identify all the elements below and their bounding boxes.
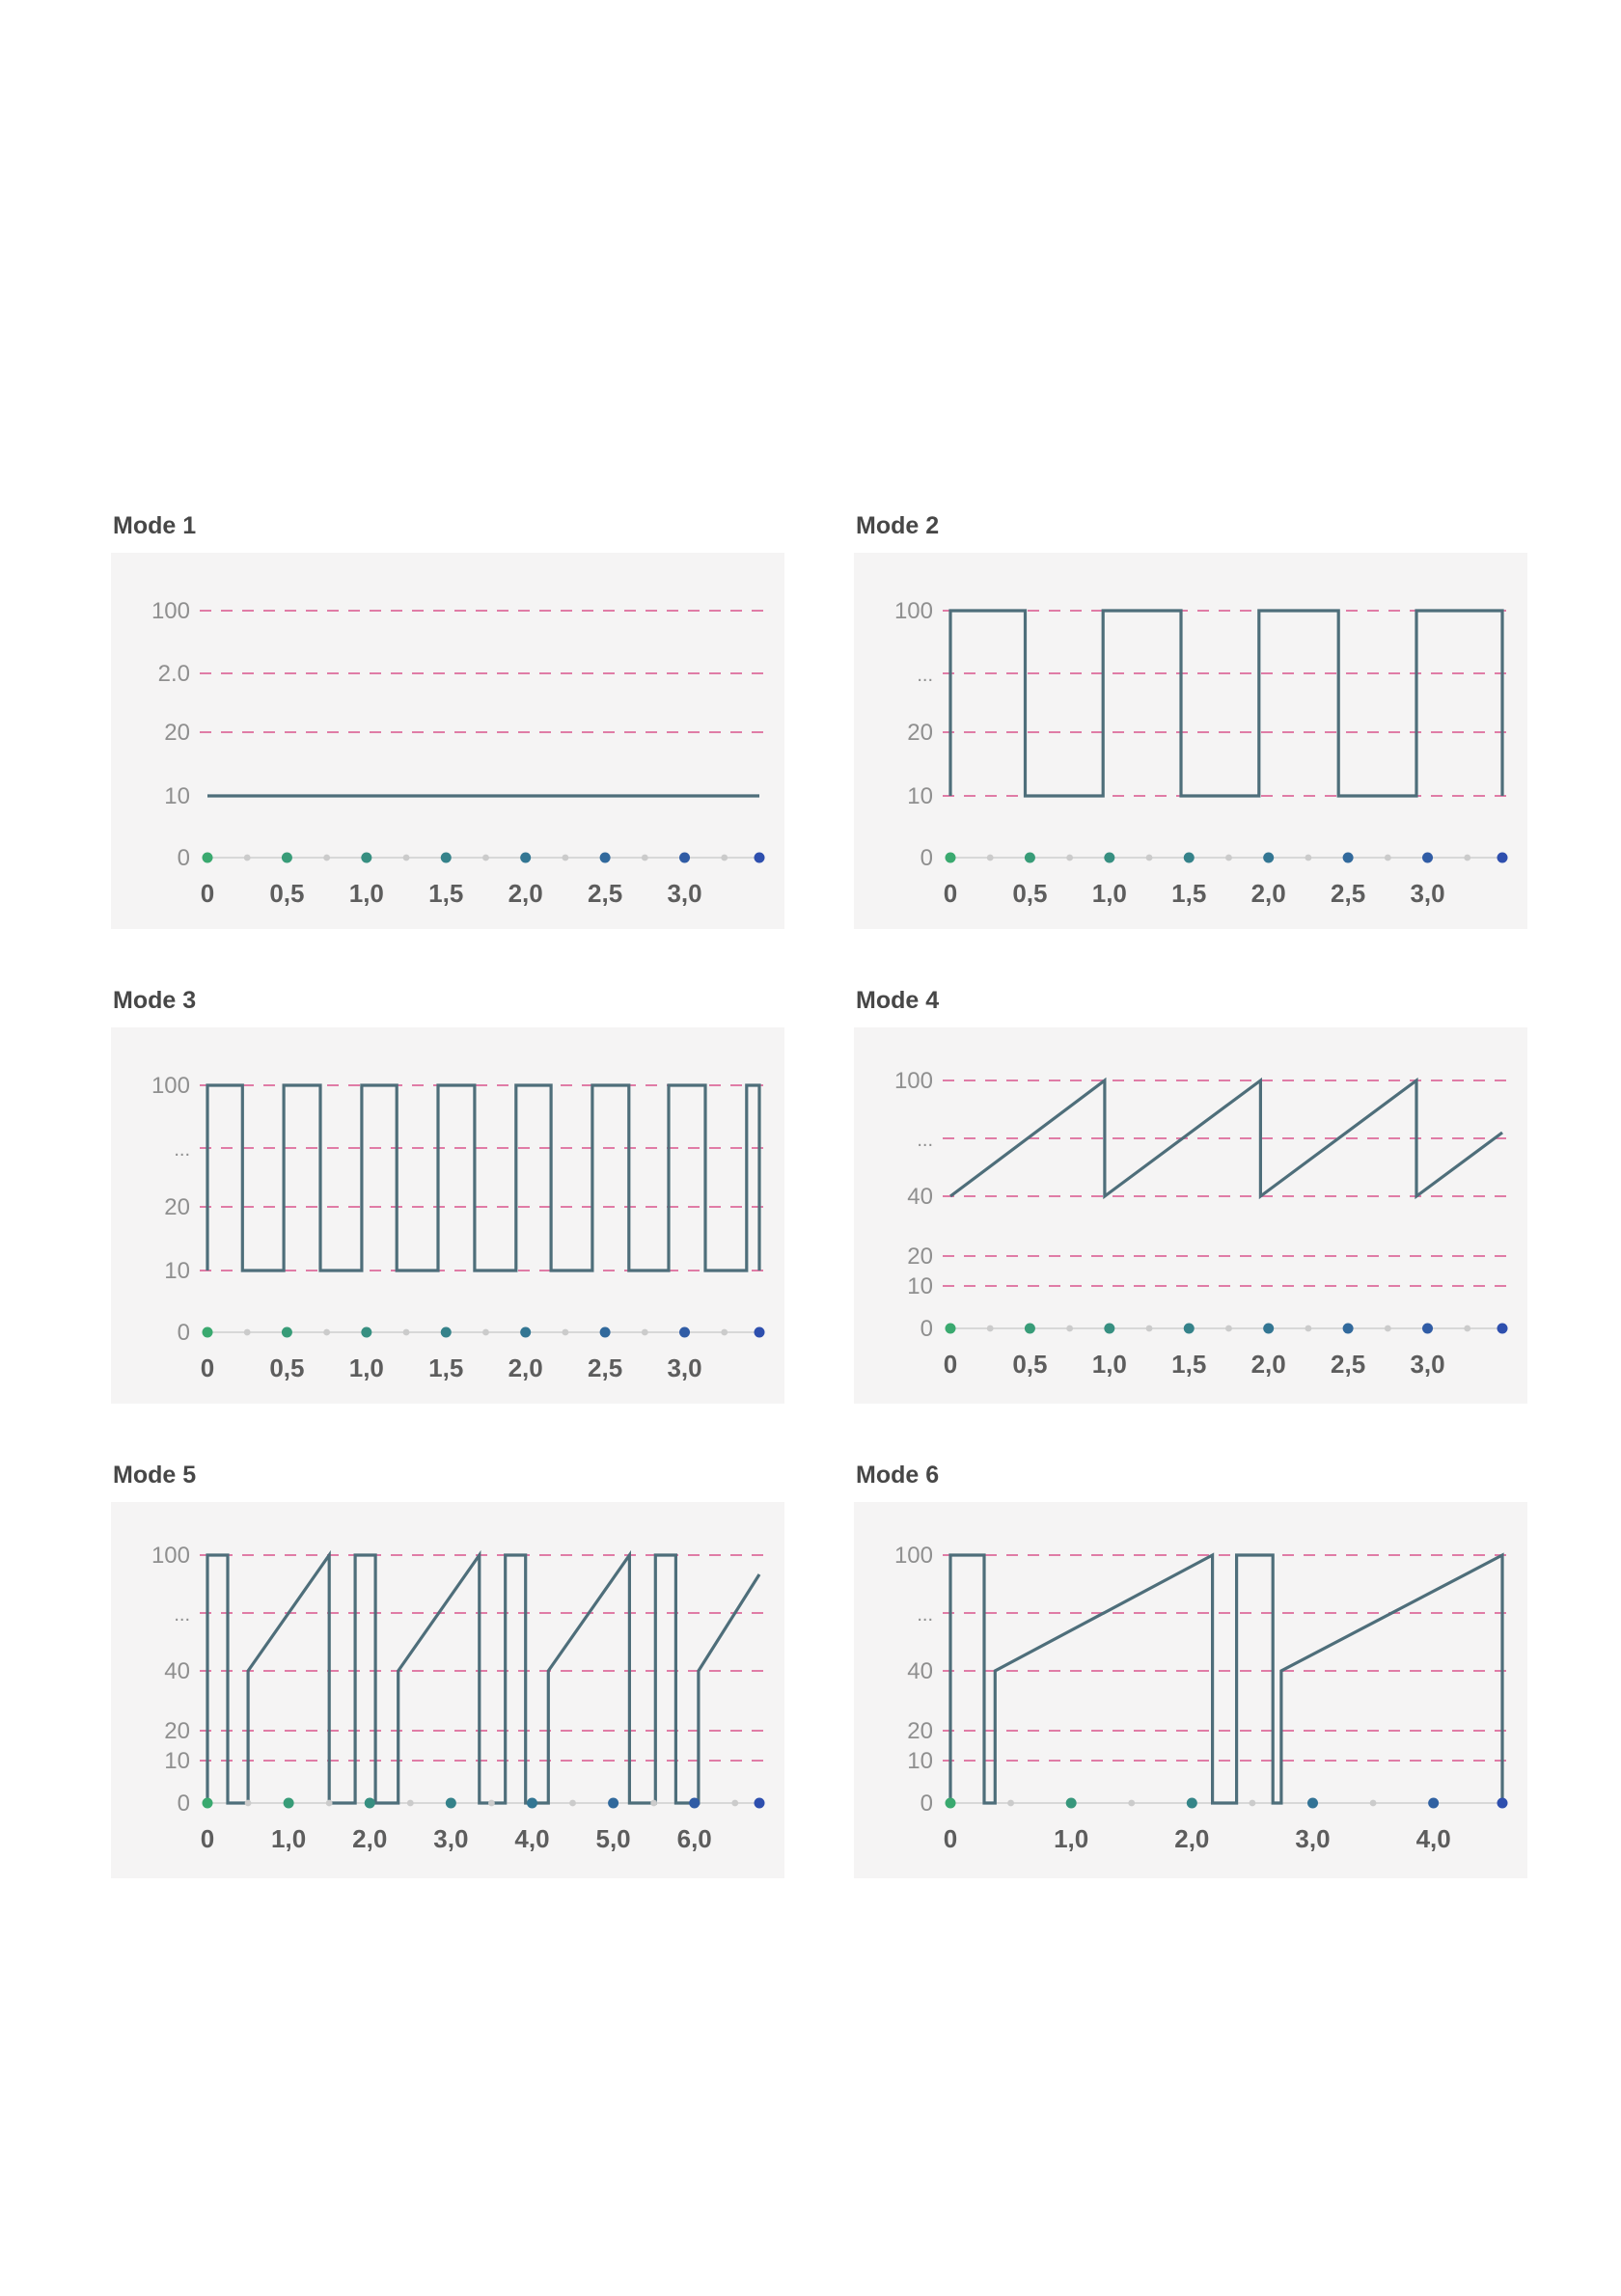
svg-text:20: 20 [164,720,190,746]
svg-text:3,0: 3,0 [433,1824,469,1853]
waveform-plot-mode-5 [111,1502,784,1878]
chart-block-mode-3 [111,986,784,1404]
svg-text:0,5: 0,5 [269,1353,305,1382]
svg-text:3,0: 3,0 [1410,1350,1445,1379]
svg-text:2,5: 2,5 [588,879,623,908]
svg-text:...: ... [917,1130,933,1151]
svg-text:100: 100 [893,598,933,624]
svg-text:3,0: 3,0 [1410,879,1445,908]
chart-panel-mode-5 [111,1502,784,1878]
svg-text:3,0: 3,0 [667,1353,702,1382]
svg-text:1,5: 1,5 [1171,1350,1207,1379]
chart-panel-mode-2 [854,553,1527,929]
svg-text:0: 0 [200,1824,215,1853]
svg-text:0: 0 [177,845,190,871]
svg-text:2,5: 2,5 [588,1353,623,1382]
svg-text:1,0: 1,0 [348,879,384,908]
chart-title-mode-6: Mode 6 [856,1462,940,1489]
svg-text:...: ... [174,1139,190,1161]
svg-text:0: 0 [177,1320,190,1346]
svg-text:1,0: 1,0 [348,1353,384,1382]
svg-text:2,0: 2,0 [1250,1350,1286,1379]
svg-text:1,5: 1,5 [428,879,464,908]
chart-block-mode-6 [854,1461,1527,1878]
svg-text:2,5: 2,5 [1331,1350,1366,1379]
svg-text:0: 0 [943,1824,958,1853]
svg-text:10: 10 [164,783,190,809]
svg-text:40: 40 [907,1184,933,1210]
svg-text:2,0: 2,0 [1174,1824,1210,1853]
svg-text:100: 100 [151,1543,190,1569]
chart-block-mode-4 [854,986,1527,1404]
svg-text:20: 20 [164,1194,190,1220]
chart-panel-mode-4 [854,1027,1527,1404]
svg-text:0: 0 [177,1790,190,1817]
svg-text:10: 10 [907,783,933,809]
svg-text:1,0: 1,0 [271,1824,307,1853]
svg-text:20: 20 [907,1244,933,1270]
svg-text:0,5: 0,5 [1012,1350,1048,1379]
svg-text:0: 0 [200,879,215,908]
chart-panel-mode-6 [854,1502,1527,1878]
svg-text:2,0: 2,0 [1250,879,1286,908]
svg-text:100: 100 [893,1068,933,1094]
svg-text:100: 100 [893,1543,933,1569]
svg-text:1,5: 1,5 [428,1353,464,1382]
svg-text:0,5: 0,5 [269,879,305,908]
waveform-plot-mode-2 [854,553,1527,929]
waveform-plot-mode-4 [854,1027,1527,1404]
chart-title-mode-3: Mode 3 [113,987,197,1014]
svg-text:4,0: 4,0 [514,1824,550,1853]
svg-text:100: 100 [151,1073,190,1099]
svg-text:0: 0 [920,1790,933,1817]
svg-text:1,0: 1,0 [1091,879,1127,908]
svg-text:...: ... [174,1604,190,1626]
svg-text:3,0: 3,0 [667,879,702,908]
svg-text:0: 0 [943,1350,958,1379]
svg-text:...: ... [917,1604,933,1626]
svg-text:100: 100 [151,598,190,624]
svg-text:10: 10 [907,1748,933,1774]
svg-text:10: 10 [164,1258,190,1284]
waveform-plot-mode-6 [854,1502,1527,1878]
svg-text:40: 40 [164,1658,190,1684]
svg-text:40: 40 [907,1658,933,1684]
chart-block-mode-2 [854,511,1527,929]
mode-charts-grid [111,511,1527,1878]
svg-text:2,0: 2,0 [352,1824,388,1853]
chart-title-mode-2: Mode 2 [856,512,940,539]
chart-title-mode-5: Mode 5 [113,1462,197,1489]
waveform-plot-mode-1 [111,553,784,929]
svg-text:2,0: 2,0 [508,879,543,908]
svg-text:0: 0 [920,845,933,871]
svg-text:20: 20 [907,1718,933,1744]
chart-panel-mode-3 [111,1027,784,1404]
chart-title-mode-1: Mode 1 [113,512,197,539]
svg-text:0: 0 [200,1353,215,1382]
svg-text:10: 10 [907,1273,933,1299]
svg-text:0,5: 0,5 [1012,879,1048,908]
svg-text:5,0: 5,0 [595,1824,631,1853]
svg-text:1,0: 1,0 [1054,1824,1089,1853]
chart-block-mode-5 [111,1461,784,1878]
svg-text:3,0: 3,0 [1295,1824,1331,1853]
svg-text:20: 20 [164,1718,190,1744]
svg-text:1,5: 1,5 [1171,879,1207,908]
svg-text:2,5: 2,5 [1331,879,1366,908]
svg-text:0: 0 [943,879,958,908]
svg-text:...: ... [917,665,933,686]
chart-title-mode-4: Mode 4 [856,987,940,1014]
waveform-plot-mode-3 [111,1027,784,1404]
svg-text:2,0: 2,0 [508,1353,543,1382]
chart-block-mode-1 [111,511,784,929]
svg-text:0: 0 [920,1316,933,1342]
chart-panel-mode-1 [111,553,784,929]
svg-text:2.0: 2.0 [157,661,190,687]
svg-text:4,0: 4,0 [1415,1824,1451,1853]
svg-text:1,0: 1,0 [1091,1350,1127,1379]
svg-text:10: 10 [164,1748,190,1774]
svg-text:6,0: 6,0 [676,1824,712,1853]
svg-text:20: 20 [907,720,933,746]
